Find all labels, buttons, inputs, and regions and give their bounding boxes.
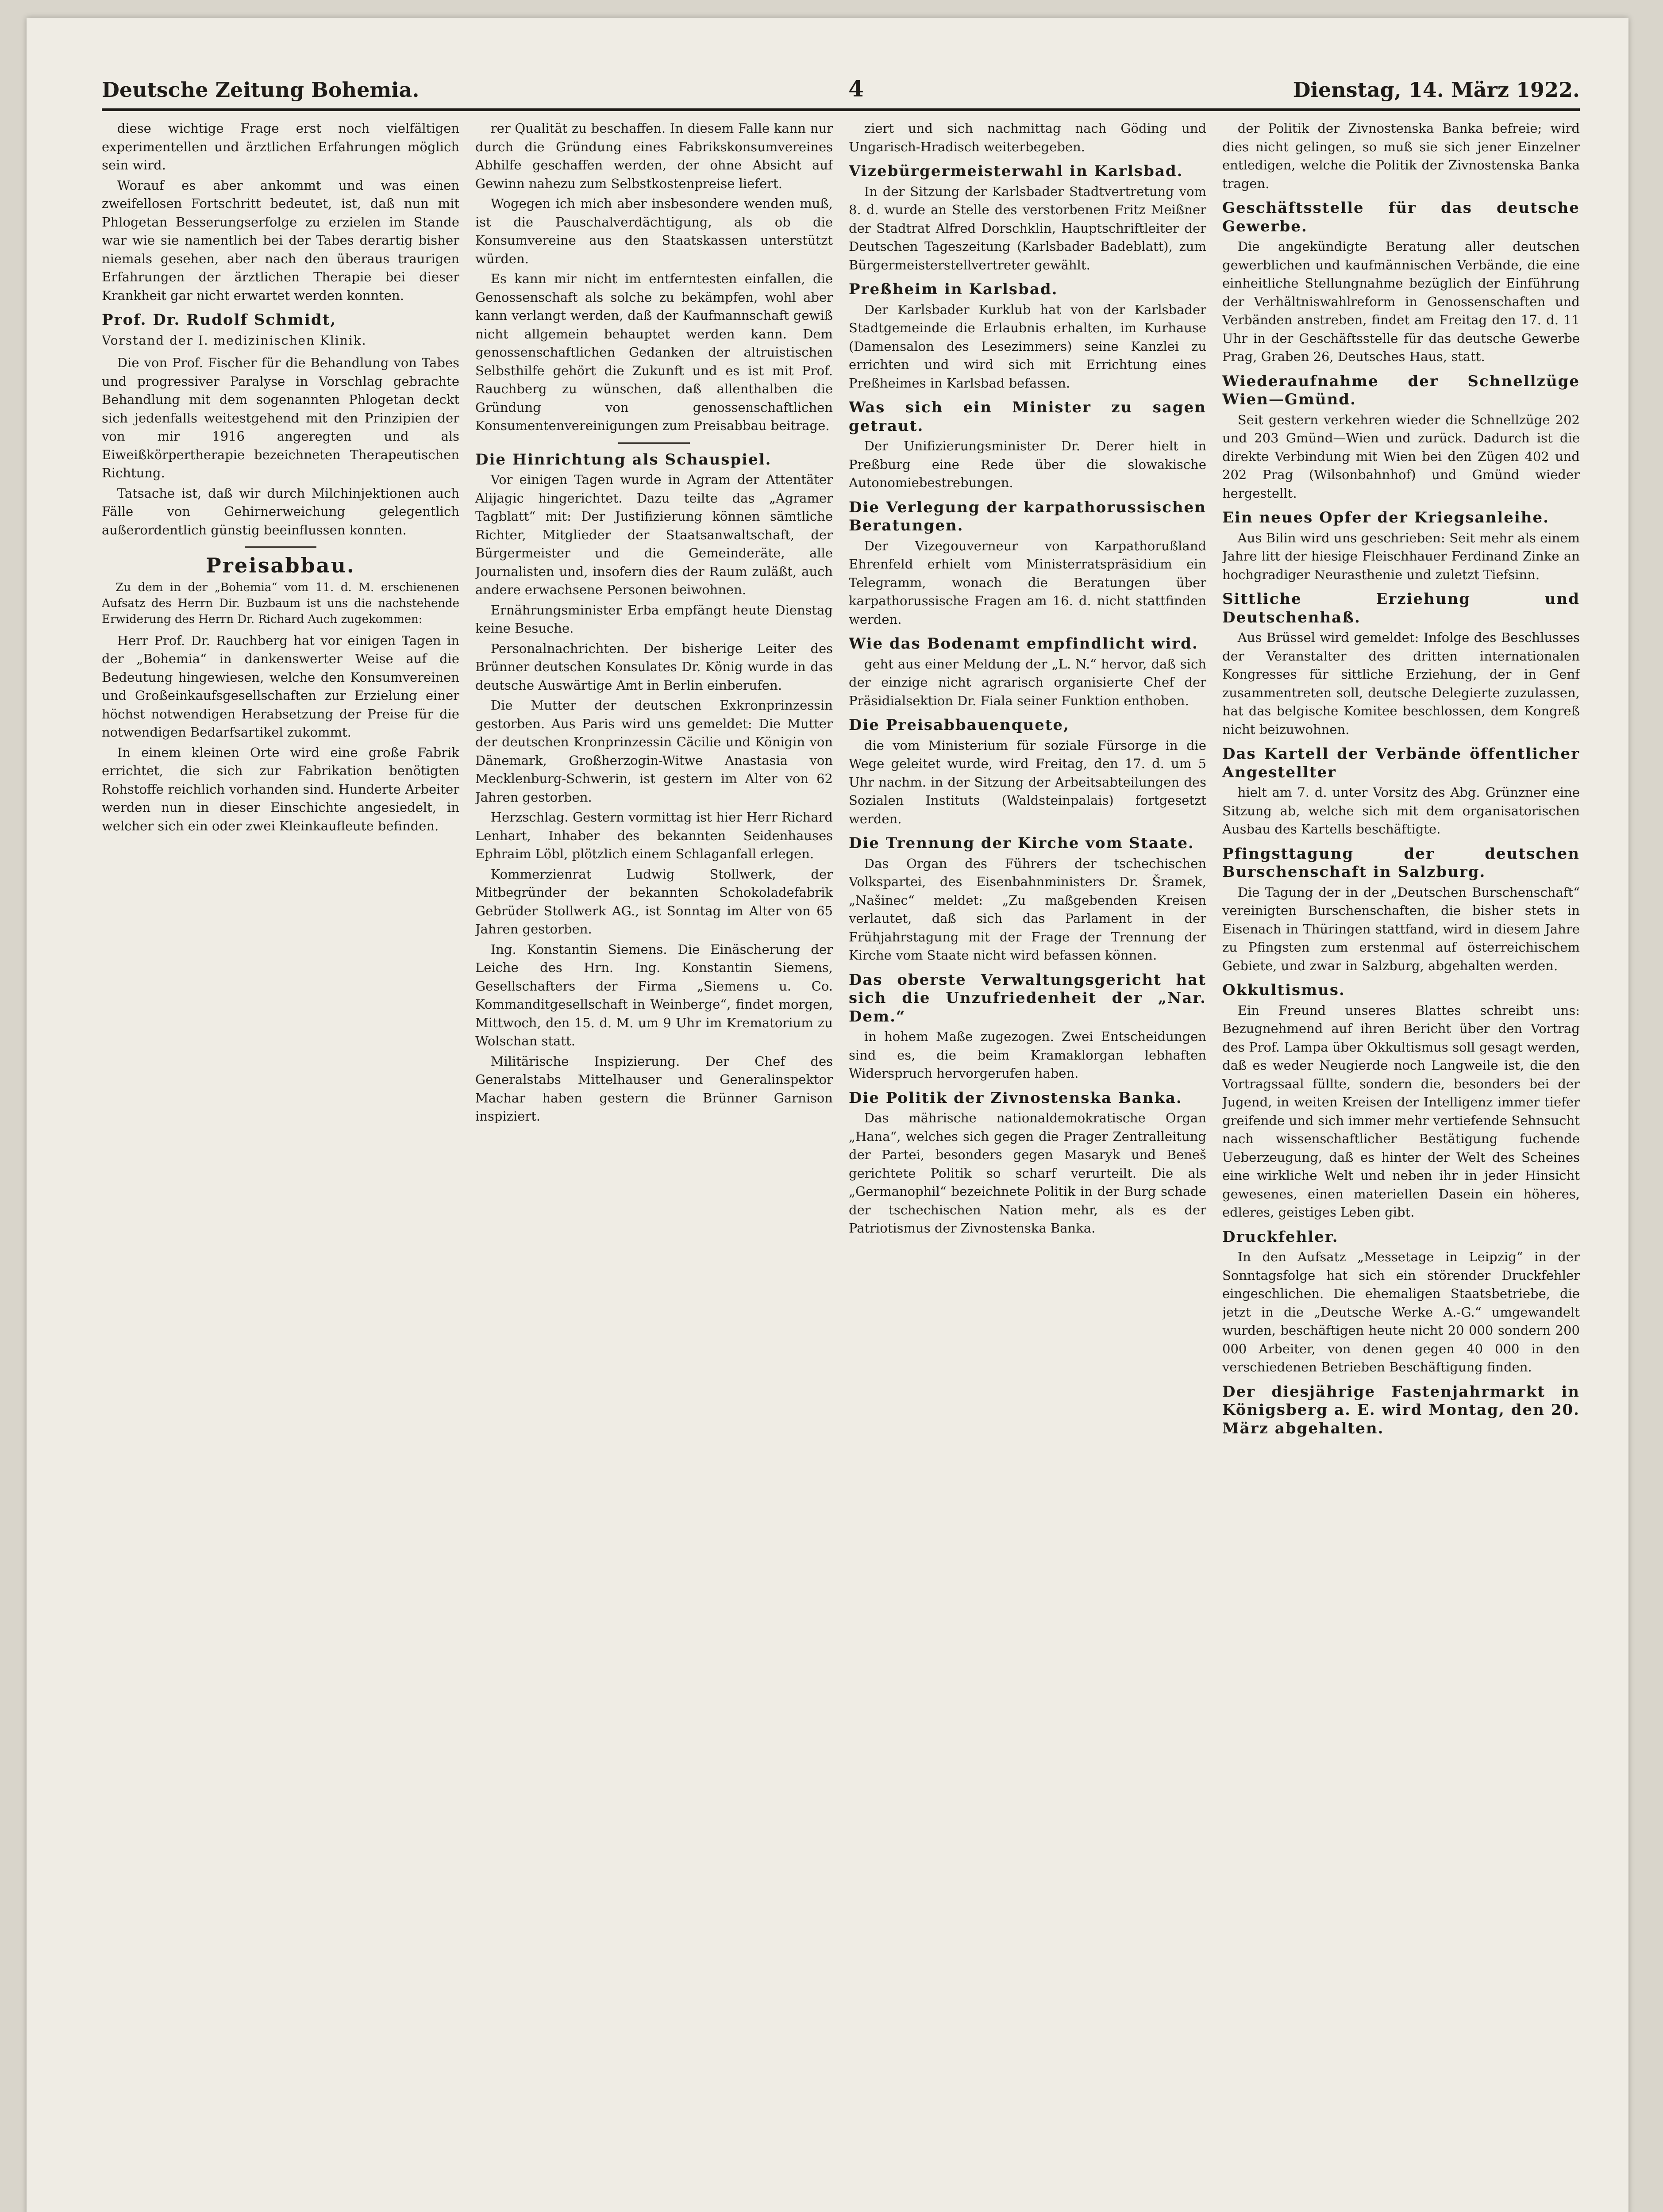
paragraph: Aus Bilin wird uns geschrieben: Seit mehr als einem Jahre litt der hiesige Fleischhauer Ferdinand Zinke an hochgradiger Neurasthenie und zuletzt Tiefsinn. — [1222, 530, 1580, 582]
byline: Vorstand der I. medizinischen Klinik. — [102, 333, 367, 348]
newspaper-page — [27, 18, 1628, 2212]
article-heading: Preßheim in Karlsbad. — [849, 280, 1058, 298]
paragraph: Wogegen ich mich aber insbesondere wenden muß, ist die Pauschalverdächtigung, als ob die Konsumvereine aus den Staatskassen unterstützt würden. — [475, 196, 833, 266]
paragraph: der Politik der Zivnostenska Banka befreie; wird dies nicht gelingen, so muß sie sich jener Einzelner entledigen, welche die Politik der Zivnostenska Banka tragen. — [1222, 121, 1580, 191]
paragraph: Es kann mir nicht im entferntesten einfallen, die Genossenschaft als solche zu bekämpfen, wohl aber kann verlangt werden, daß der Kaufmannschaft gewiß nicht allgemein behauptet werden kann. Dem genossenschaftlichen Gedanken der altruistischen Selbsthilfe gehört die Zukunft und es ist mit Prof. Rauchberg zu wünschen, daß allenthalben die Gründung von genossenschaftlichen Konsumentenvereinigungen zum Preisabbau beitrage. — [475, 271, 833, 433]
paragraph: Personalnachrichten. Der bisherige Leiter des Brünner deutschen Konsulates Dr. König wurde in das deutsche Auswärtige Amt in Berlin einberufen. — [475, 641, 833, 693]
article-columns — [102, 119, 1580, 2212]
masthead-date: Dienstag, 14. März 1922. — [1293, 78, 1580, 102]
intro-note: Zu dem in der „Bohemia“ vom 11. d. M. erschienenen Aufsatz des Herrn Dir. Buzbaum ist uns die nachstehende Erwiderung des Herrn Dr. Richard Auch zugekommen: — [102, 580, 459, 626]
article-heading: Geschäftsstelle für das deutsche Gewerbe. — [1222, 199, 1580, 235]
paragraph: Militärische Inspizierung. Der Chef des Generalstabs Mittelhauser und Generalinspektor Machar haben gestern die Brünner Garnison inspiziert. — [475, 1053, 833, 1124]
paragraph: Ein Freund unseres Blattes schreibt uns: Bezugnehmend auf ihren Bericht über den Vortrag des Prof. Lampa über Okkultismus soll gesagt werden, daß es weder Neugierde noch Langweile ist, die den Vortragssaal füllte, sondern die, besonders bei der Jugend, in weiten Kreisen der Intelligenz immer tiefer greifende und sich immer mehr vertiefende Sehnsucht nach wissenschaftlicher Bestätigung fuchende Ueberzeugung, daß es hinter der Welt des Scheines eine wirkliche Welt und neben ihr in jeder Hinsicht gewesenes, einen materiellen Dasein ein höheres, edleres, geistiges Leben gibt. — [1222, 1002, 1580, 1220]
article-heading: Was sich ein Minister zu sagen getraut. — [849, 399, 1206, 435]
column-4 — [1222, 119, 1580, 2212]
article-heading: Die Verlegung der karpathorussischen Beratungen. — [849, 498, 1206, 534]
article-heading: Wie das Bodenamt empfindlicht wird. — [849, 635, 1198, 653]
article-heading: Die Hinrichtung als Schauspiel. — [475, 450, 772, 469]
divider — [618, 442, 690, 444]
paragraph: Der Unifizierungsminister Dr. Derer hielt in Preßburg eine Rede über die slowakische Autonomiebestrebungen. — [849, 438, 1206, 490]
paragraph: Die von Prof. Fischer für die Behandlung von Tabes und progressiver Paralyse in Vorschlag gebrachte Behandlung mit dem sogenannten Phlogetan deckt sich jedenfalls weitestgehend mit den Prinzipien der von mir 1916 angeregten und als Eiweißkörpertherapie bezeichneten Therapeutischen Richtung. — [102, 355, 459, 480]
column-1 — [102, 119, 459, 2212]
article-heading: Vizebürgermeisterwahl in Karlsbad. — [849, 162, 1183, 180]
paragraph: Ing. Konstantin Siemens. Die Einäscherung der Leiche des Hrn. Ing. Konstantin Siemens, Gesellschafters der Firma „Siemens u. Co. Kommanditgesellschaft in Weinberge“, findet morgen, Mittwoch, den 15. d. M. um 9 Uhr im Krematorium zu Wolschan statt. — [475, 941, 833, 1048]
article-heading: Das Kartell der Verbände öffentlicher Angestellter — [1222, 745, 1580, 781]
column-2 — [475, 119, 833, 2212]
paragraph: Kommerzienrat Ludwig Stollwerk, der Mitbegründer der bekannten Schokoladefabrik Gebrüder Stollwerk AG., ist Sonntag im Alter von 65 Jahren gestorben. — [475, 866, 833, 937]
paragraph: Der Vizegouverneur von Karpathorußland Ehrenfeld erhielt vom Ministerratspräsidium ein Telegramm, wonach die Beratungen über karpathorussische Fragen am 16. d. nicht stattfinden werden. — [849, 538, 1206, 627]
paragraph: rer Qualität zu beschaffen. In diesem Falle kann nur durch die Gründung eines Fabrikskonsumvereines Abhilfe geschaffen werden, der ohne Absicht auf Gewinn nahezu zum Selbstkostenpreise liefert. — [475, 121, 833, 191]
section-heading: Preisabbau. — [206, 553, 355, 577]
article-heading: Pfingsttagung der deutschen Burschenschaft in Salzburg. — [1222, 845, 1580, 881]
article-heading: Okkultismus. — [1222, 981, 1345, 999]
paragraph: Ernährungsminister Erba empfängt heute Dienstag keine Besuche. — [475, 602, 833, 636]
masthead-title: Deutsche Zeitung Bohemia. — [102, 78, 420, 102]
divider — [245, 546, 316, 548]
paragraph: Das mährische nationaldemokratische Organ „Hana“, welches sich gegen die Prager Zentralleitung der Partei, besonders gegen Masaryk und Beneš gerichtete Politik so scharf verurteilt. Die als „Germanophil“ bezeichnete Politik in der Burg schade der tschechischen Nation mehr, als es der Patriotismus der Zivnostenska Banka. — [849, 1110, 1206, 1236]
paragraph: Herzschlag. Gestern vormittag ist hier Herr Richard Lenhart, Inhaber des bekannten Seidenhauses Ephraim Löbl, plötzlich einem Schlaganfall erlegen. — [475, 810, 833, 861]
paragraph: Der Karlsbader Kurklub hat von der Karlsbader Stadtgemeinde die Erlaubnis erhalten, im Kurhause (Damensalon des Lesezimmers) seine Kanzlei zu errichten und wird sich mit Errichtung eines Preßheimes in Karlsbad befassen. — [849, 302, 1206, 391]
paragraph: Worauf es aber ankommt und was einen zweifellosen Fortschritt bedeutet, ist, daß nun mit Phlogetan Besserungserfolge zu erzielen im Stande war wie sie namentlich bei der Tabes derartig bisher niemals gesehen, aber nach den überaus traurigen Erfahrungen der ärztlichen Therapie bei dieser Krankheit gar nicht erwartet werden konnten. — [102, 177, 459, 303]
paragraph: Tatsache ist, daß wir durch Milchinjektionen auch Fälle von Gehirnerweichung gelegentlich außerordentlich günstig beeinflussen konnten. — [102, 485, 459, 538]
paragraph: ziert und sich nachmittag nach Göding und Ungarisch-Hradisch weiterbegeben. — [849, 121, 1206, 154]
paragraph: in hohem Maße zugezogen. Zwei Entscheidungen sind es, die beim Kramaklorgan lebhaften Widerspruch hervorgerufen haben. — [849, 1029, 1206, 1081]
paragraph: geht aus einer Meldung der „L. N.“ hervor, daß sich der einzige nicht agrarisch organisierte Chef der Präsidialsektion Dr. Fiala seiner Funktion enthoben. — [849, 656, 1206, 708]
paragraph: In den Aufsatz „Messetage in Leipzig“ in der Sonntagsfolge hat sich ein störender Druckfehler eingeschlichen. Die ehemaligen Staatsbetriebe, die jetzt in die „Deutsche Werke A.-G.“ umgewandelt wurden, beschäftigen heute nicht 20 000 sondern 200 000 Arbeiter, von denen gegen 40 000 in den verschiedenen Betrieben Beschäftigung finden. — [1222, 1249, 1580, 1375]
paragraph: Die Mutter der deutschen Exkronprinzessin gestorben. Aus Paris wird uns gemeldet: Die Mutter der deutschen Kronprinzessin Cäcilie und Königin von Dänemark, Großherzogin-Witwe Anastasia von Mecklenburg-Schwerin, ist gestern im Alter von 62 Jahren gestorben. — [475, 698, 833, 805]
paragraph: die vom Ministerium für soziale Fürsorge in die Wege geleitet wurde, wird Freitag, den 17. d. um 5 Uhr nachm. in der Sitzung der Arbeitsabteilungen des Sozialen Instituts (Waldsteinpalais) fortgesetzt werden. — [849, 737, 1206, 826]
article-heading: Ein neues Opfer der Kriegsanleihe. — [1222, 509, 1549, 526]
paragraph: Seit gestern verkehren wieder die Schnellzüge 202 und 203 Gmünd—Wien und zurück. Dadurch ist die direkte Verbindung mit Wien bei den Zügen 402 und 202 Prag (Wilsonbahnhof) und Gmünd wieder hergestellt. — [1222, 412, 1580, 501]
article-heading: Die Preisabbauenquete, — [849, 716, 1070, 734]
paragraph: Die Tagung der in der „Deutschen Burschenschaft“ vereinigten Burschenschaften, die bisher stets in Eisenach in Thüringen stattfand, wird in diesem Jahre zu Pfingsten zum erstenmal auf österreichischem Gebiete, und zwar in Salzburg, abgehalten werden. — [1222, 884, 1580, 973]
masthead — [102, 71, 1580, 102]
article-heading: Sittliche Erziehung und Deutschenhaß. — [1222, 590, 1580, 626]
column-3 — [849, 119, 1206, 2212]
article-heading: Die Trennung der Kirche vom Staate. — [849, 834, 1194, 852]
article-heading: Wiederaufnahme der Schnellzüge Wien—Gmünd. — [1222, 372, 1580, 408]
paragraph: In der Sitzung der Karlsbader Stadtvertretung vom 8. d. wurde an Stelle des verstorbenen Fritz Meißner der Stadtrat Alfred Dorschklin, Hauptschriftleiter der Deutschen Tageszeitung (Karlsbader Badeblatt), zum Bürgermeisterstellvertreter gewählt. — [849, 184, 1206, 273]
article-heading: Prof. Dr. Rudolf Schmidt, — [102, 311, 337, 329]
article-heading: Der diesjährige Fastenjahrmarkt in Königsberg a. E. wird Montag, den 20. März abgehalten. — [1222, 1382, 1580, 1437]
paragraph: hielt am 7. d. unter Vorsitz des Abg. Grünzner eine Sitzung ab, welche sich mit dem organisatorischen Ausbau des Kartells beschäftigte. — [1222, 785, 1580, 837]
paragraph: diese wichtige Frage erst noch vielfältigen experimentellen und ärztlichen Erfahrungen möglich sein wird. — [102, 121, 459, 173]
article-heading: Druckfehler. — [1222, 1228, 1339, 1246]
paragraph: Die angekündigte Beratung aller deutschen gewerblichen und kaufmännischen Verbände, die eine einheitliche Stellungnahme bezüglich der Einführung der Verhältniswahlreform in Genossenschaften und Verbänden anstreben, findet am Freitag den 17. d. 11 Uhr in der Geschäftsstelle für das deutsche Gewerbe Prag, Graben 26, Deutsches Haus, statt. — [1222, 239, 1580, 364]
article-heading: Das oberste Verwaltungsgericht hat sich die Unzufriedenheit der „Nar. Dem.“ — [849, 971, 1206, 1025]
masthead-rule — [102, 108, 1580, 111]
paragraph: In einem kleinen Orte wird eine große Fabrik errichtet, die sich zur Fabrikation benötigten Rohstoffe reichlich vorhanden sind. Hunderte Arbeiter werden nun in dieser Einschichte angesiedelt, in welcher sich ein oder zwei Kleinkaufleute befinden. — [102, 745, 459, 833]
paragraph: Aus Brüssel wird gemeldet: Infolge des Beschlusses der Veranstalter des dritten internationalen Kongresses für sittliche Erziehung, der in Genf zusammentreten soll, deutsche Delegierte zuzulassen, hat das belgische Komitee beschlossen, dem Kongreß nicht beizuwohnen. — [1222, 630, 1580, 737]
article-heading: Die Politik der Zivnostenska Banka. — [849, 1089, 1182, 1107]
paragraph: Vor einigen Tagen wurde in Agram der Attentäter Alijagic hingerichtet. Dazu teilte das „Agramer Tagblatt“ mit: Der Justifizierung können sämtliche Richter, Mitglieder der Staatsanwaltschaft, der Bürgermeister und die Gemeinderäte, alle Journalisten und, insofern dies der Raum zuläßt, auch andere erwachsene Personen beiwohnen. — [475, 472, 833, 597]
page-number: 4 — [848, 76, 864, 102]
paragraph: Das Organ des Führers der tschechischen Volkspartei, des Eisenbahnministers Dr. Šramek, „Našinec“ meldet: „Zu maßgebenden Kreisen verlautet, daß sich das Parlament in der Frühjahrstagung mit der Frage der Trennung der Kirche vom Staate nicht wird befassen können. — [849, 856, 1206, 963]
paragraph: Herr Prof. Dr. Rauchberg hat vor einigen Tagen in der „Bohemia“ in dankenswerter Weise auf die Bedeutung hingewiesen, welche den Konsumvereinen und Großeinkaufsgesellschaften zur Erzielung einer höchst notwendigen Herabsetzung der Preise für die notwendigen Bedarfsartikel zukommt. — [102, 633, 459, 740]
